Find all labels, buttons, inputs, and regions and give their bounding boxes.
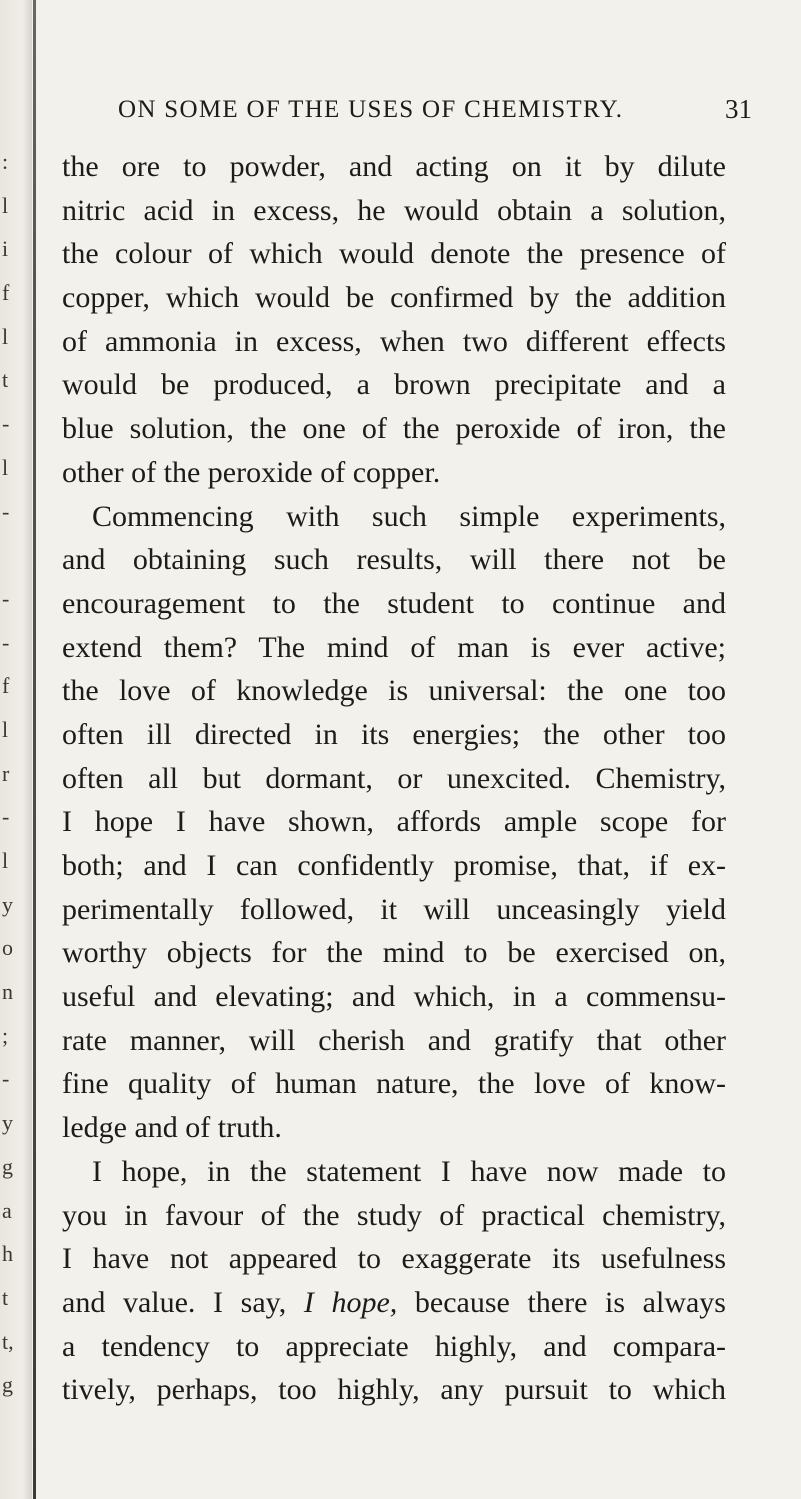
running-header [118, 96, 752, 130]
text-line: often all but dormant, or unexcited. Chemistry, [62, 761, 726, 795]
text-line: the love of knowledge is universal: the one too [62, 674, 726, 708]
text-line: Commencing with such simple experiments, [92, 499, 726, 533]
bleed-char: l [2, 323, 9, 349]
text-line: perimentally followed, it will unceasingly yield [62, 892, 726, 926]
bleed-char: - [2, 1066, 10, 1092]
bleed-char: f [2, 280, 10, 306]
text-line: copper, which would be confirmed by the addition [62, 281, 726, 315]
text-line: useful and elevating; and which, in a commensu- [62, 980, 726, 1014]
running-head-title: ON SOME OF THE USES OF CHEMISTRY. [118, 96, 624, 123]
bleed-char: l [2, 848, 9, 873]
text-line: the ore to powder, and acting on it by dilute [62, 150, 726, 183]
bleed-char: ; [2, 1022, 9, 1048]
page-number: 31 [725, 94, 752, 124]
bleed-char: - [2, 498, 10, 524]
text-line: both; and I can confidently promise, that, if ex- [62, 849, 726, 882]
bleed-char: - [2, 804, 10, 830]
text-run: and value. I say, [62, 1285, 304, 1319]
text-line: a tendency to appreciate highly, and compara- [62, 1329, 726, 1363]
bleed-char: f [2, 673, 10, 699]
text-line-with-italic [62, 1281, 726, 1325]
text-line: often ill directed in its energies; the other too [62, 717, 726, 751]
bleed-char: n [2, 979, 13, 1005]
bleed-char: t [2, 1284, 9, 1310]
text-run: because there is always [397, 1285, 726, 1319]
bleed-char: g [2, 1153, 13, 1179]
bleed-char: r [2, 760, 10, 786]
bleed-char: g [2, 1372, 13, 1398]
text-line: and obtaining such results, will there not be [62, 543, 726, 577]
italic-emphasis: I hope, [303, 1285, 398, 1319]
text-line: ledge and of truth. [62, 1111, 282, 1145]
bleed-char: - [2, 411, 10, 437]
bleed-char: o [2, 935, 13, 961]
binding-edge [33, 0, 36, 1499]
bleed-char: l [2, 716, 9, 742]
bleed-char: - [2, 585, 10, 611]
text-line: would be produced, a brown precipitate and a [62, 368, 726, 402]
bleed-char: i [2, 236, 9, 262]
text-line: rate manner, will cherish and gratify that other [62, 1023, 726, 1057]
text-line: nitric acid in excess, he would obtain a solution, [62, 193, 726, 227]
bleed-char [2, 533, 18, 577]
text-line: extend them? The mind of man is ever active; [62, 630, 726, 664]
text-line: fine quality of human nature, the love of know- [62, 1067, 726, 1101]
text-line: worthy objects for the mind to be exercised on, [62, 936, 726, 970]
facing-page-bleed [2, 140, 18, 1407]
text-line: blue solution, the one of the peroxide of iron, the [62, 412, 726, 446]
bleed-char: t [2, 367, 9, 393]
bleed-char: t, [2, 1328, 14, 1354]
text-line: tively, perhaps, too highly, any pursuit to which [62, 1373, 726, 1407]
bleed-char: : [2, 149, 9, 174]
bleed-char: a [2, 1197, 12, 1223]
text-line: the colour of which would denote the presence of [62, 237, 726, 271]
bleed-char: y [2, 891, 13, 917]
text-line: other of the peroxide of copper. [62, 455, 441, 489]
bleed-char: l [2, 192, 9, 218]
bleed-char: h [2, 1241, 13, 1267]
bleed-char: l [2, 454, 9, 480]
text-line: I hope I have shown, affords ample scope for [62, 805, 726, 839]
body-text [62, 145, 726, 1412]
binding-shadow [22, 0, 32, 1499]
bleed-char: - [2, 629, 10, 655]
text-line: encouragement to the student to continue and [62, 586, 726, 620]
text-line: I have not appeared to exaggerate its usefulness [62, 1242, 726, 1276]
bleed-char: y [2, 1110, 13, 1136]
text-line: you in favour of the study of practical chemistry, [62, 1198, 726, 1232]
text-line: I hope, in the statement I have now made to [92, 1154, 726, 1188]
text-line: of ammonia in excess, when two different effects [62, 324, 726, 358]
